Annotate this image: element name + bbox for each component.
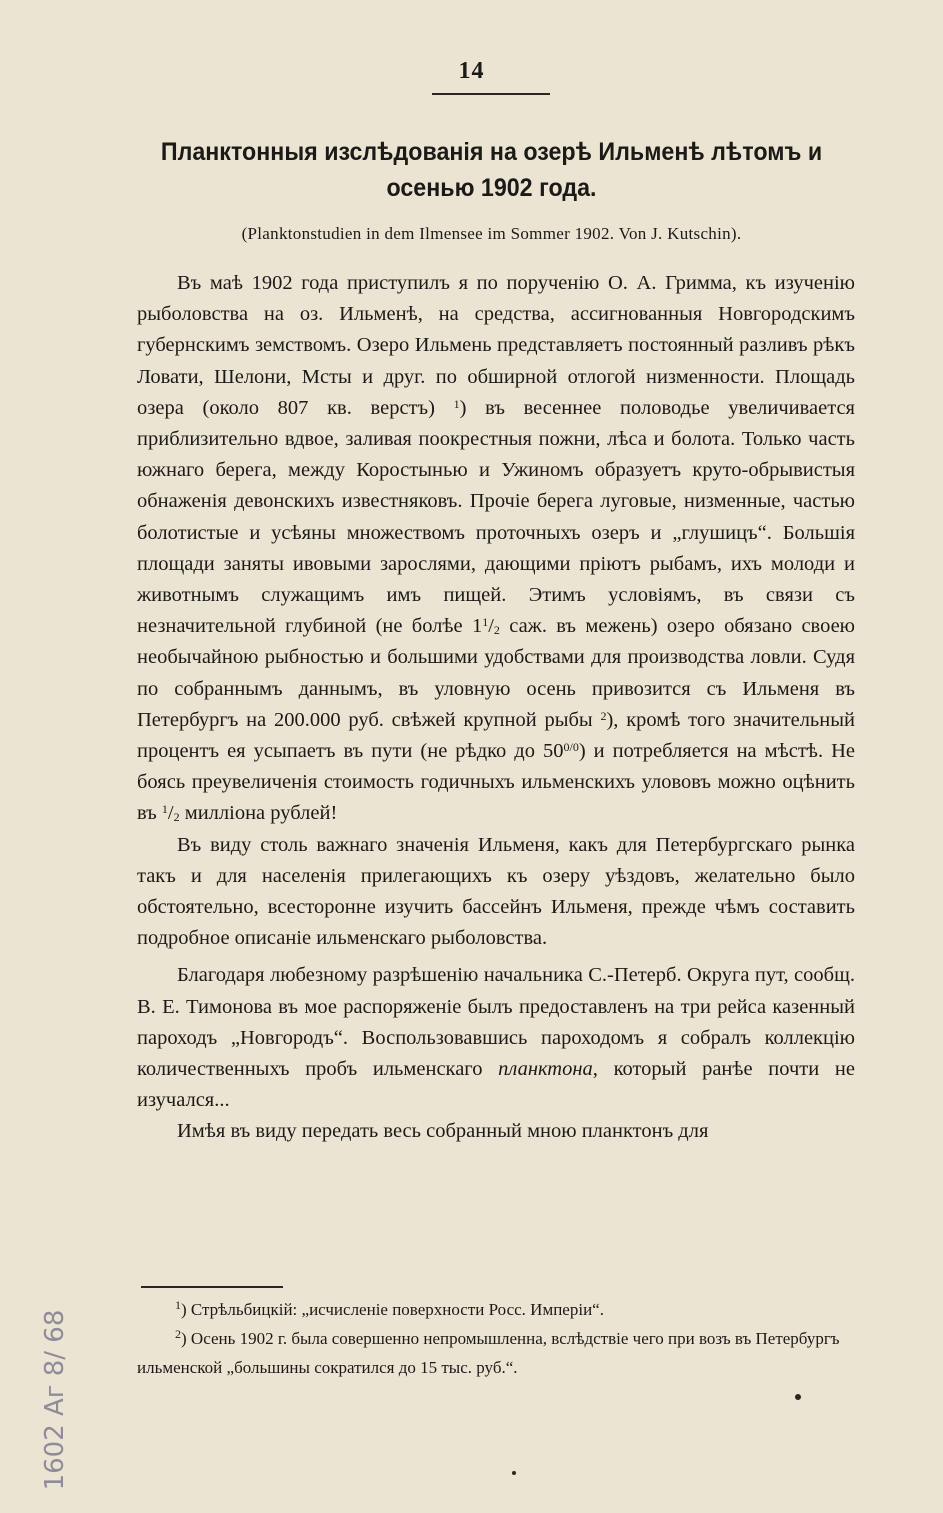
footnote-separator [141,1286,283,1288]
paragraph-3 [137,960,855,1116]
percent-sign: 0/0 [563,740,579,755]
library-stamp-text: 1602 Аг 8/ 68 [40,1309,70,1491]
paragraph-1-text-f: милліона рублей! [179,802,338,825]
article-title: Планктонныя изслѣдованія на озерѣ Ильменѣ лѣтомъ и осенью 1902 года. [160,138,823,202]
page-number: 14 [458,58,485,84]
footnote-ref-1: 1 [453,396,460,411]
fraction-2-numerator: 1 [161,802,168,817]
paragraph-3-text-b: , который ранѣе почти не изучался... [137,1058,855,1112]
footnote-2 [137,1324,855,1382]
paragraph-1-text-d: ), кромѣ того значительный процентъ ея усыпаетъ въ пути (не рѣдко до 50 [137,708,855,763]
ink-dot [795,1394,801,1400]
paragraph-1-text-b: ) въ весеннее половодье увеличивается приблизительно вдвое, заливая поокрестныя пожни, лѣса и болота. Только часть южнаго берега, между Коростынью и Ужиномъ образуетъ круто-обрывистыя обнаженія девонскихъ известняковъ. Прочіе берега луговые, низменные, частью болотистые и усѣяны множествомъ проточныхъ озеръ и „глушицъ“. Большія площади заняты ивовыми зарослями, дающими пріютъ рыбамъ, ихъ молоди и животнымъ служащимъ имъ пищей. Этимъ условіямъ, въ связи съ незначительной глубиной (не болѣе 1 [137,396,855,638]
footnote-ref-2: 2 [600,708,607,723]
footnotes [137,1295,855,1382]
fraction-2-denominator: 2 [173,810,180,825]
footnote-2-marker: 2 [175,1327,181,1341]
paragraph-1-text-e: ) и потребляется на мѣстѣ. Не боясь преувеличенія стоимость годичныхъ ильменскихъ улововъ можно оцѣнить въ [137,740,855,825]
footnote-1-text: ) Стрѣльбицкій: „исчисленіе поверхности Росс. Имперіи“. [181,1300,604,1319]
ink-dot [512,1471,516,1475]
fraction-1-numerator: 1 [482,615,489,630]
paragraph-1: Въ маѣ 1902 года приступилъ я по порученію О. А. Гримма, къ изученію рыболовства на оз. Ильменѣ, на средства, ассигнованныя Новгородскимъ губернскимъ земствомъ. Озеро Ильмень представляетъ постоянный разливъ рѣкъ Ловати, Шелони, Мсты и друг. по обширной отлогой низменности. Площадь озера (около 807 кв. верстъ) $^1$) въ весеннее половодье увеличивается приблизительно вдвое, заливая поокрестныя пожни, лѣса и болота. Только часть южнаго берега, между Коростынью и Ужиномъ образуетъ круто-обрывистыя обнаженія девонскихъ известняковъ. Прочіе берега луговые, низменные, частью болотистые и усѣяны множествомъ проточныхъ озеръ и „глушицъ“. Большія площади заняты ивовыми зарослями, дающими пріютъ рыбамъ, ихъ молоди и животнымъ служащимъ имъ пищей. Этимъ условіямъ, въ связи съ незначительной глубиной (не болѣе $1^1/_2$ саж. въ межень) озеро обязано своею необычайною рыбностью и большими удобствами для производства ловли. Судя по собраннымъ даннымъ, въ уловную осень привозится съ Ильменя въ Петербургъ на 200.000 руб. свѣжей крупной рыбы $^2$), кромѣ того значительный процентъ ея усыпаетъ въ пути (не рѣдко до $50^{0/0}$) и потребляется на мѣстѣ. Не боясь преувеличенія стоимость годичныхъ ильменскихъ улововъ можно оцѣнить въ $^1/_2$ милліона рублей! [137,272,855,825]
footnote-1 [137,1295,855,1324]
paragraph-3-emphasis: планктона [498,1058,593,1081]
paragraph-2: Въ виду столь важнаго значенія Ильменя, какъ для Петербургскаго рынка такъ и для населенія прилегающихъ къ озеру уѣздовъ, желательно было обстоятельно, всесторонне изучить бассейнъ Ильменя, прежде чѣмъ составить подробное описаніе ильменскаго рыболовства. [137,833,855,950]
footnote-1-marker: 1 [175,1298,181,1312]
article-subtitle: (Planktonstudien in dem Ilmensee im Sommer 1902. Von J. Kutschin). [241,224,742,243]
footnote-2-text: ) Осень 1902 г. была совершенно непромышленна, вслѣдствіе чего при возъ въ Петербургъ ильменской „большины сократился до 15 тыс. руб.“. [137,1329,840,1377]
paragraph-3-text-a: Благодаря любезному разрѣшенію начальника С.-Петерб. Округа пут, сообщ. В. Е. Тимонова въ мое распоряженіе былъ предоставленъ на три рейса казенный пароходъ „Новгородъ“. Воспользовавшись пароходомъ я собралъ коллекцію количественныхъ пробъ ильменскаго [137,964,855,1081]
paragraph-4: Имѣя въ виду передать весь собранный мною планктонъ для [177,1120,709,1143]
paragraph-1-text-c: саж. въ межень) озеро обязано своею необычайною рыбностью и большими удобствами для производства ловли. Судя по собраннымъ даннымъ, въ уловную осень привозится съ Ильменя въ Петербургъ на 200.000 руб. свѣжей крупной рыбы [137,615,855,731]
article-body [137,268,855,1148]
fraction-1-denominator: 2 [493,623,500,638]
paragraph-1-text-a: Въ маѣ 1902 года приступилъ я по порученію О. А. Гримма, къ изученію рыболовства на оз. Ильменѣ, на средства, ассигнованныя Новгородскимъ губернскимъ земствомъ. Озеро Ильмень представляетъ постоянный разливъ рѣкъ Ловати, Шелони, Мсты и друг. по обширной отлогой низменности. Площадь озера (около 807 кв. верстъ) [137,272,855,419]
page-number-rule [432,93,550,95]
library-stamp [0,1309,170,1491]
